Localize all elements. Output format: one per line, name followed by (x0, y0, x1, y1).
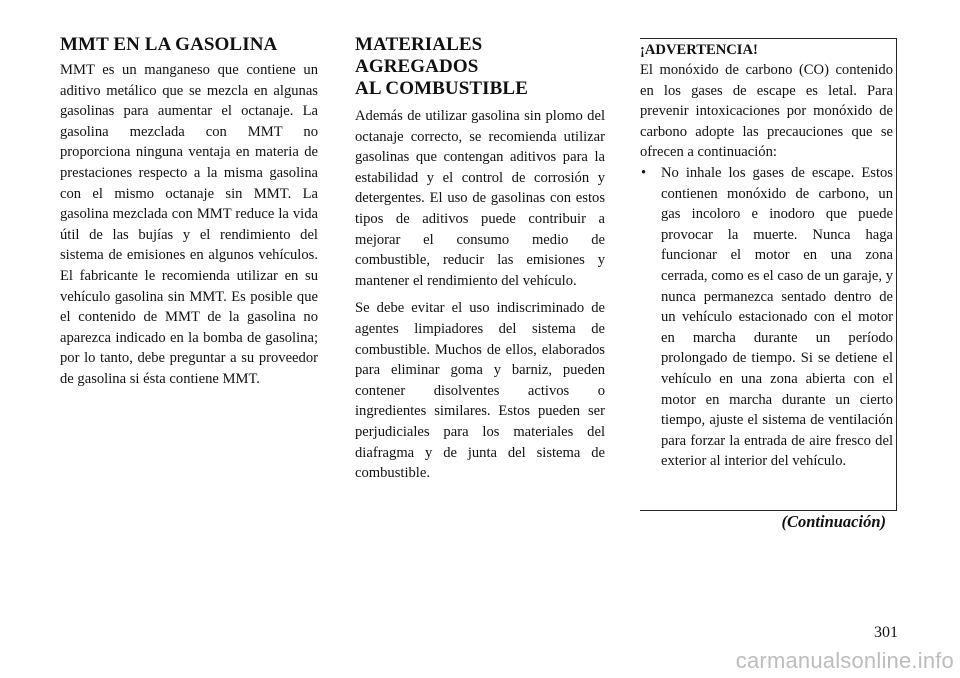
column-middle (355, 34, 605, 491)
paragraph-materials-2: Se debe evitar el uso indiscriminado de agentes limpiadores del sistema de combustible. Muchos de ellos, elaborados para eliminar goma y barniz, pueden contener disolventes activos o ingredientes similares. Estos pueden ser perjudiciales para los materiales del diafragma y de junta del sistema de combustible. (355, 300, 605, 482)
continued-label: (Continuación) (781, 512, 886, 531)
page-number: 301 (874, 624, 898, 641)
watermark: carmanualsonline.info (735, 648, 954, 673)
warning-title: ¡ADVERTENCIA! (640, 42, 758, 58)
column-left (60, 34, 318, 397)
warning-bullet-text: No inhale los gases de escape. Estos contienen monóxido de carbono, un gas incoloro e inodoro que puede provocar la muerte. Nunca haga funcionar el motor en una zona cerrada, como es el caso de un garaje, y nunca permanezca sentado dentro de un vehículo estacionado con el motor en marcha durante un período prolongado de tiempo. Si se detiene el vehículo en una zona abierta con el motor en marcha durante un cierto tiempo, ajuste el sistema de ventilación para forzar la entrada de aire fresco del exterior al interior del vehículo. (661, 164, 893, 470)
section-heading-materials (355, 34, 605, 100)
paragraph-mmt: MMT es un manganeso que contiene un aditivo metálico que se mezcla en algunas gasolinas para aumentar el octanaje. La gasolina mezclada con MMT no proporciona ninguna ventaja en materia de prestaciones respecto a la misma gasolina con el mismo octanaje sin MMT. La gasolina mezclada con MMT reduce la vida útil de las bujías y el rendimiento del sistema de emisiones en algunos vehículos. El fabricante le recomienda utilizar en su vehículo gasolina sin MMT. Es posible que el contenido de MMT de la gasolina no aparezca indicado en la bomba de gasolina; por lo tanto, debe preguntar a su proveedor de gasolina si ésta contiene MMT. (60, 62, 318, 387)
paragraph-materials-1: Además de utilizar gasolina sin plomo del octanaje correcto, se recomienda utilizar gasolinas que contengan aditivos para la estabilidad y el control de corrosión y detergentes. El uso de gasolinas con estos tipos de aditivos puede contribuir a mejorar el consumo medio de combustible, reducir las emisiones y mantener el rendimiento del vehículo. (355, 108, 605, 289)
warning-intro: El monóxido de carbono (CO) contenido en los gases de escape es letal. Para prevenir intoxicaciones por monóxido de carbono adopte las precauciones que se ofrecen a continuación: (640, 62, 893, 161)
warning-list-item (640, 163, 893, 472)
warning-list (640, 163, 893, 472)
heading-line-2: AL COMBUSTIBLE (355, 78, 528, 99)
bullet-icon: • (641, 164, 647, 181)
heading-line-1: MATERIALES AGREGADOS (355, 34, 483, 77)
warning-box (640, 40, 893, 472)
section-heading-mmt: MMT EN LA GASOLINA (60, 34, 278, 55)
